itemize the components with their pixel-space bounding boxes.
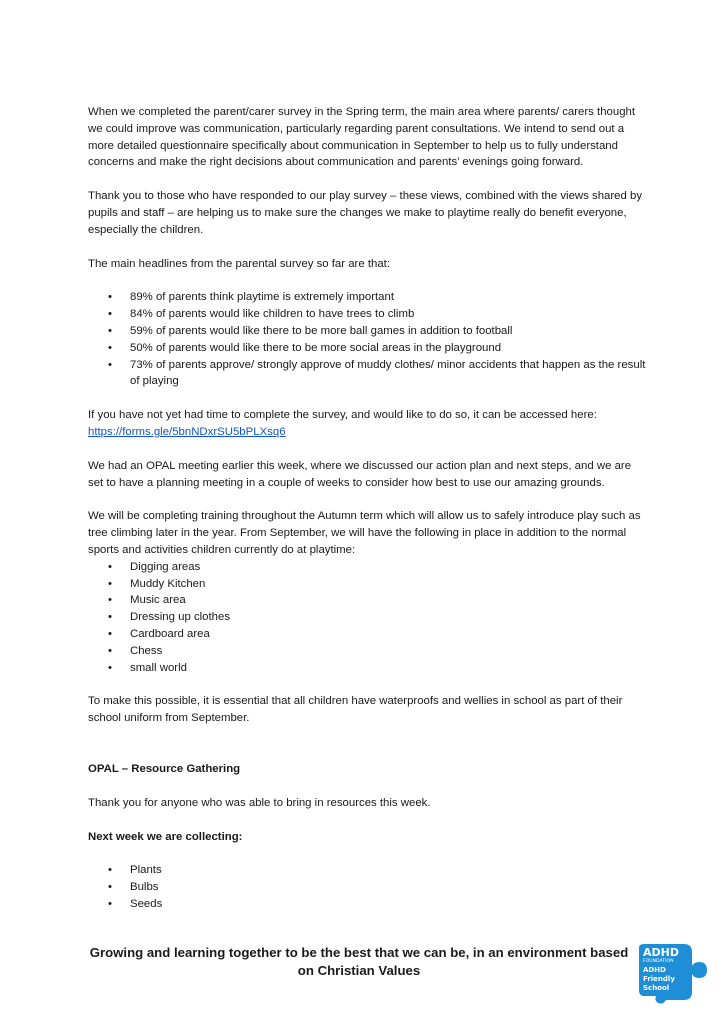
heading-collecting: Next week we are collecting: (88, 830, 243, 843)
heading-resource-gathering: OPAL – Resource Gathering (88, 762, 241, 775)
paragraph-opal-meeting: We had an OPAL meeting earlier this week, where we discussed our action plan and next steps, and we are set to have a planning meeting in a couple of weeks to consider how best to use our amazing grounds. (88, 459, 632, 489)
paragraph-waterproofs: To make this possible, it is essential that all children have waterproofs and wellies in school as part of their school uniform from September. (88, 695, 623, 725)
logo-line2: FOUNDATION (643, 959, 674, 964)
list-item: • Plants (88, 862, 648, 879)
list-item: • Muddy Kitchen (88, 576, 648, 593)
list-item: • Cardboard area (88, 626, 648, 643)
survey-link[interactable]: https://forms.gle/5bnNDxrSU5bPLXsq6 (88, 425, 286, 438)
footer-motto: Growing and learning together to be the best that we can be, in an environment based on Christian Values (89, 945, 629, 978)
list-item: • 73% of parents approve/ strongly approve of muddy clothes/ minor accidents that happen as the result of playing (88, 357, 648, 391)
logo-line3: ADHD (643, 966, 666, 974)
play-areas-list (88, 559, 648, 677)
document-body (88, 104, 648, 913)
logo-line1: ADHD (643, 946, 679, 959)
list-item: • Seeds (88, 896, 648, 913)
paragraph-survey-intro: When we completed the parent/carer survey in the Spring term, the main area where parents/ carers thought we could improve was communication, particularly regarding parent consultations. We intend to send out a more detailed questionnaire specifically about communication in September to help us to fully understand concerns and make the right decisions about communication and parents’ evenings going forward. (88, 106, 636, 169)
paragraph-survey-link (88, 407, 648, 441)
list-item: • Bulbs (88, 879, 648, 896)
list-item: • 50% of parents would like there to be more social areas in the playground (88, 340, 648, 357)
logo-line5: School (643, 984, 670, 992)
paragraph-thank-you: Thank you for anyone who was able to bring in resources this week. (88, 796, 431, 809)
logo-line4: Friendly (643, 975, 675, 983)
list-item: • Chess (88, 643, 648, 660)
adhd-friendly-school-logo (636, 942, 710, 1006)
paragraph-training: We will be completing training throughout the Autumn term which will allow us to safely introduce play such as tree climbing later in the year. From September, we will have the following in place in addition to the normal sports and activities children currently do at playtime: (88, 510, 641, 556)
list-item: • 59% of parents would like there to be more ball games in addition to football (88, 323, 648, 340)
list-item: • Dressing up clothes (88, 609, 648, 626)
paragraph-play-survey: Thank you to those who have responded to our play survey – these views, combined with the views shared by pupils and staff – are helping us to make sure the changes we make to playtime really do benefit everyone, especially the children. (88, 190, 643, 236)
list-item: • 89% of parents think playtime is extremely important (88, 289, 648, 306)
list-item: • Music area (88, 592, 648, 609)
list-item: • Digging areas (88, 559, 648, 576)
paragraph-headlines-intro: The main headlines from the parental survey so far are that: (88, 257, 391, 270)
survey-link-prefix: If you have not yet had time to complete the survey, and would like to do so, it can be accessed here: (88, 409, 597, 422)
collecting-list (88, 862, 648, 912)
list-item: • 84% of parents would like children to have trees to climb (88, 306, 648, 323)
survey-results-list (88, 289, 648, 390)
list-item: • small world (88, 660, 648, 677)
